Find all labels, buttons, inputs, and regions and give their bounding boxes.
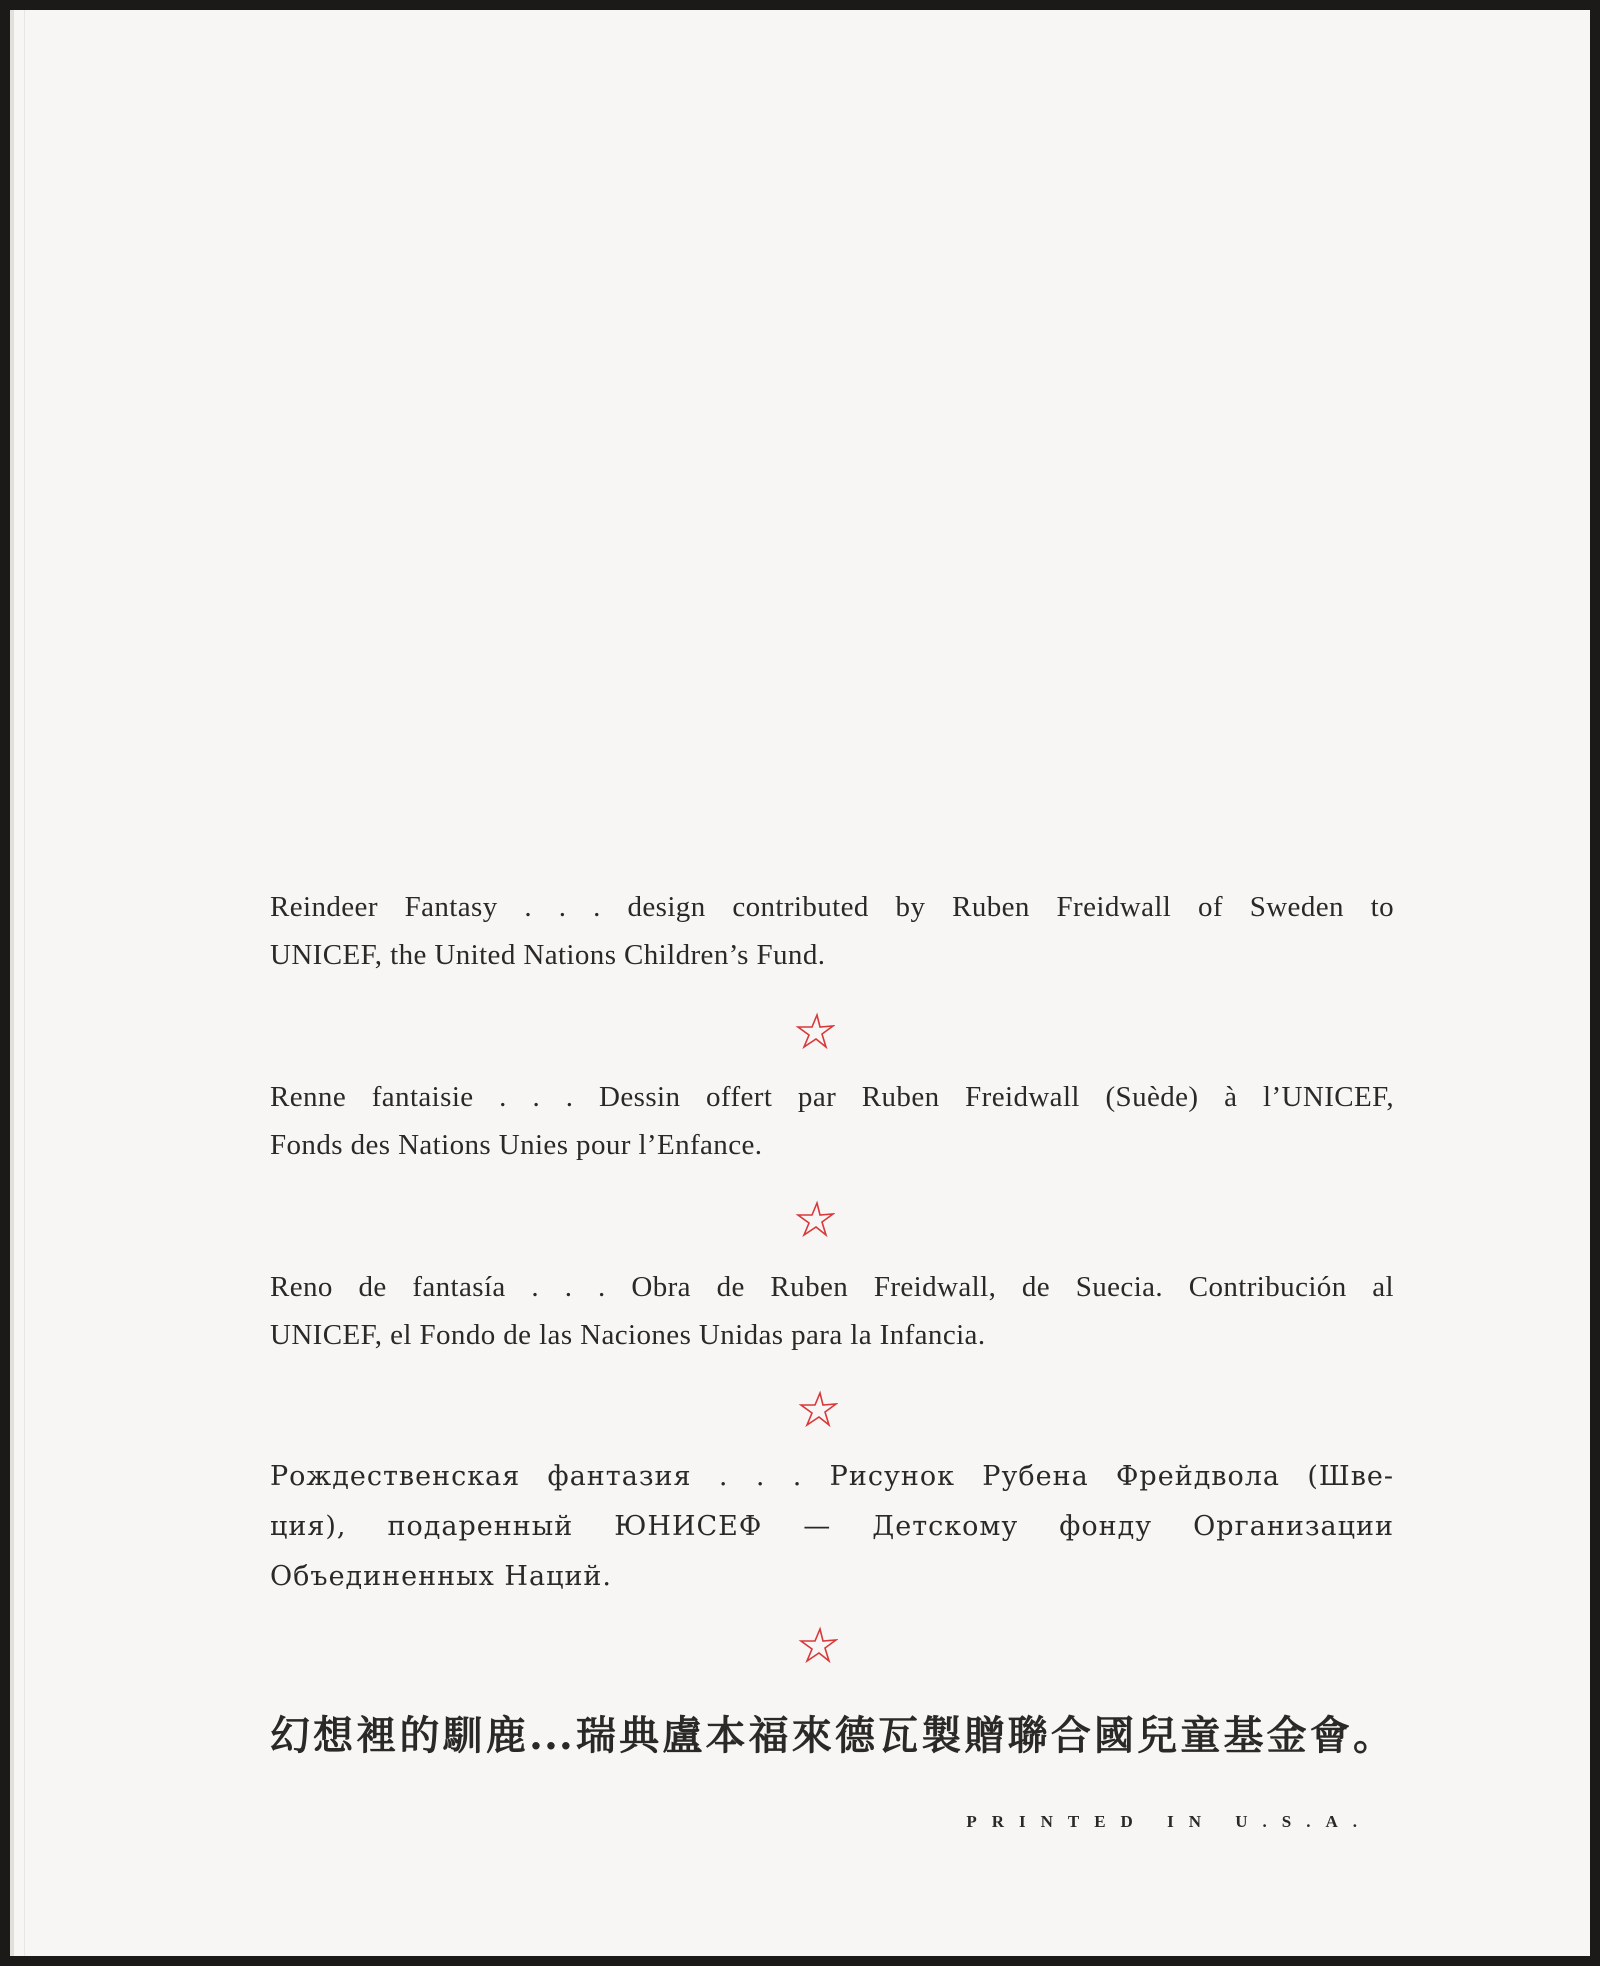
star-divider-icon <box>795 1012 835 1052</box>
english-caption <box>270 883 1394 979</box>
russian-caption-line-2: ция), подаренный ЮНИСЕФ — Детскому фонду Организации <box>270 1511 1394 1542</box>
chinese-caption: 幻想裡的馴鹿...瑞典盧本福來德瓦製贈聯合國兒童基金會。 <box>270 1712 1394 1759</box>
card-back <box>10 10 1590 1956</box>
russian-caption-line-3: Объединенных Наций. <box>270 1561 613 1592</box>
spanish-caption-line-2: UNICEF, el Fondo de las Naciones Unidas para la Infancia. <box>270 1319 986 1351</box>
star-divider-icon <box>795 1200 835 1240</box>
printed-in-usa: PRINTED IN U.S.A. <box>966 1812 1372 1831</box>
english-caption-line-1: Reindeer Fantasy . . . design contributed by Ruben Freidwall of Sweden to <box>270 891 1394 923</box>
english-caption-line-2: UNICEF, the United Nations Children’s Fund. <box>270 939 826 971</box>
spanish-caption-line-1: Reno de fantasía . . . Obra de Ruben Freidwall, de Suecia. Contribución al <box>270 1271 1394 1303</box>
french-caption-line-2: Fonds des Nations Unies pour l’Enfance. <box>270 1129 763 1161</box>
french-caption <box>270 1073 1394 1169</box>
spanish-caption <box>270 1263 1394 1359</box>
star-divider-icon <box>798 1626 838 1666</box>
french-caption-line-1: Renne fantaisie . . . Dessin offert par Ruben Freidwall (Suède) à l’UNICEF, <box>270 1081 1394 1113</box>
star-divider-icon <box>798 1390 838 1430</box>
russian-caption-line-1: Рождественская фантазия . . . Рисунок Рубена Фрейдвола (Шве- <box>270 1461 1394 1492</box>
russian-caption <box>270 1452 1394 1602</box>
